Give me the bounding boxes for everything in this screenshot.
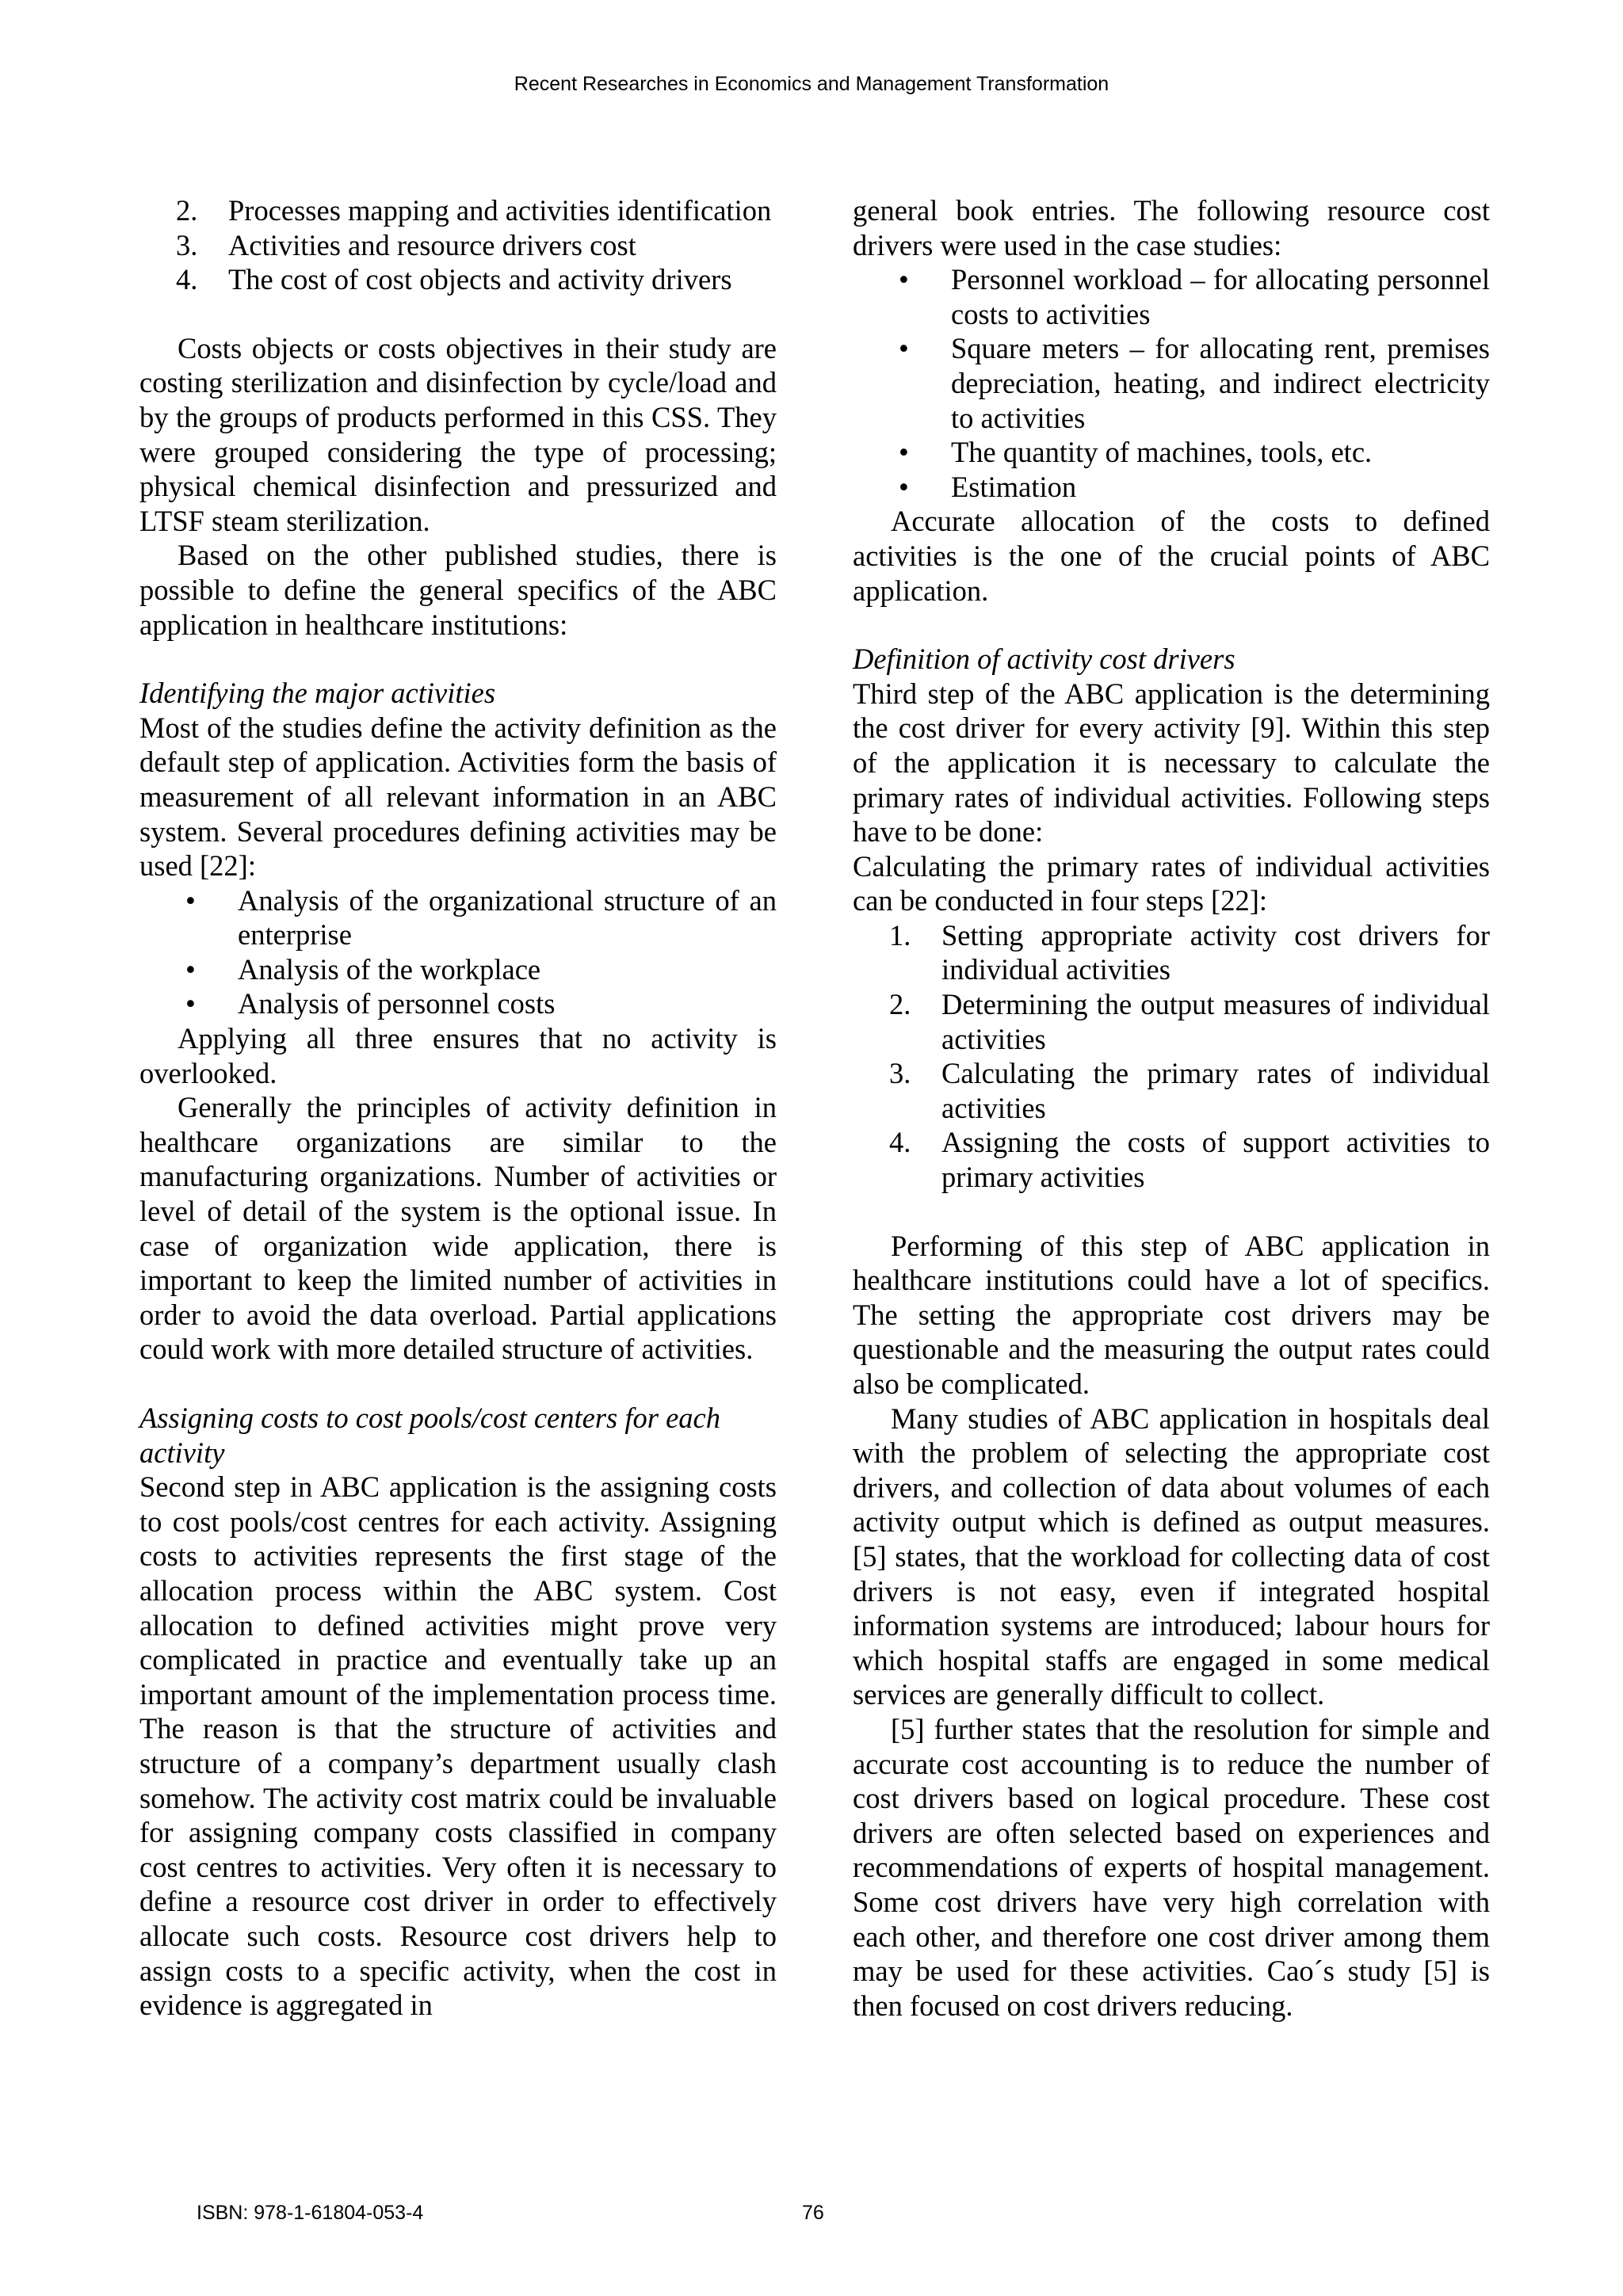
paragraph: Based on the other published studies, there is possible to define the general specifics of the ABC application in healthcare institutions:: [139, 539, 777, 641]
list-number: 3.: [176, 228, 198, 261]
list-number: 3.: [889, 1057, 911, 1090]
list-item-text: Square meters – for allocating rent, premises depreciation, heating, and indirect electricity to activities: [951, 332, 1490, 434]
list-item: [139, 986, 777, 1021]
list-item-text: Processes mapping and activities identification: [228, 194, 772, 227]
paragraph: general book entries. The following resource cost drivers were used in the case studies:: [853, 194, 1490, 261]
list-item: [853, 1125, 1490, 1194]
list-item: [853, 435, 1490, 470]
list-item: [853, 918, 1490, 987]
list-item: [853, 987, 1490, 1056]
list-item-text: The quantity of machines, tools, etc.: [951, 436, 1373, 469]
paragraph: Many studies of ABC application in hospitals deal with the problem of selecting the appropriate cost drivers, and collection of data about volumes of each activity output which is defined as output measures. [5] states, that the workload for collecting data of cost drivers is not easy, even if integrated hospital information systems are introduced; labour hours for which hospital staffs are engaged in some medical services are generally difficult to collect.: [853, 1402, 1490, 1711]
list-item: [139, 262, 777, 297]
bullet-icon: •: [899, 436, 909, 469]
paragraph: Applying all three ensures that no activity is overlooked.: [139, 1022, 777, 1089]
list-item-text: Estimation: [951, 470, 1077, 503]
left-column: [139, 193, 777, 2023]
list-item: [853, 262, 1490, 331]
list-item-text: Analysis of the organizational structure of an enterprise: [238, 883, 777, 952]
bullet-list: [853, 262, 1490, 504]
list-item: [139, 883, 777, 952]
list-item-text: The cost of cost objects and activity drivers: [228, 263, 732, 296]
list-item: [139, 952, 777, 987]
bullet-icon: •: [185, 987, 196, 1020]
list-number: 2.: [889, 988, 911, 1021]
bullet-list: [139, 883, 777, 1021]
page-number: 76: [802, 2202, 824, 2224]
bullet-icon: •: [899, 332, 909, 365]
bullet-icon: •: [899, 263, 909, 296]
list-number: 4.: [176, 263, 198, 296]
list-number: 4.: [889, 1126, 911, 1159]
list-item-text: Determining the output measures of individual activities: [941, 988, 1490, 1055]
paragraph: Most of the studies define the activity definition as the default step of application. Activities form the basis of measurement of all relevant information in an ABC system. Several procedures defining activities may be used [22]:: [139, 711, 777, 883]
running-header: Recent Researches in Economics and Management Transformation: [514, 73, 1109, 95]
bullet-icon: •: [899, 470, 909, 503]
steps-list: [139, 193, 777, 297]
bullet-icon: •: [185, 883, 196, 917]
list-item-text: Assigning the costs of support activities to primary activities: [941, 1126, 1490, 1194]
footer-isbn: ISBN: 978-1-61804-053-4: [197, 2202, 424, 2224]
list-number: 2.: [176, 194, 198, 227]
paragraph: Costs objects or costs objectives in their study are costing sterilization and disinfection by cycle/load and by the groups of products performed in this CSS. They were grouped considering the type of processing; physical chemical disinfection and pressurized and LTSF steam sterilization.: [139, 331, 777, 537]
paragraph: Performing of this step of ABC application in healthcare institutions could have a lot of specifics. The setting the appropriate cost drivers may be questionable and the measuring the output rates could also be complicated.: [853, 1229, 1490, 1400]
bullet-icon: •: [185, 952, 196, 986]
list-item-text: Activities and resource drivers cost: [228, 228, 636, 261]
paragraph: Third step of the ABC application is the determining the cost driver for every activity [9]. Within this step of the application it is necessary to calculate the primary rates of individual activities. Following steps have to be done:: [853, 677, 1490, 849]
section-heading: Assigning costs to cost pools/cost centers for each activity: [139, 1402, 720, 1469]
list-item: [139, 193, 777, 228]
list-number: 1.: [889, 918, 911, 952]
list-item-text: Setting appropriate activity cost drivers for individual activities: [941, 918, 1490, 986]
section-heading: Definition of activity cost drivers: [853, 643, 1235, 676]
list-item: [853, 331, 1490, 435]
right-column: [853, 193, 1490, 2023]
paragraph: Generally the principles of activity definition in healthcare organizations are similar to the manufacturing organizations. Number of activities or level of detail of the system is the optional issue. In case of organization wide application, there is important to keep the limited number of activities in order to avoid the data overload. Partial applications could work with more detailed structure of activities.: [139, 1091, 777, 1366]
list-item-text: Analysis of personnel costs: [238, 987, 556, 1020]
paragraph: Accurate allocation of the costs to defined activities is the one of the crucial points of ABC application.: [853, 505, 1490, 607]
list-item-text: Personnel workload – for allocating personnel costs to activities: [951, 263, 1490, 330]
list-item-text: Calculating the primary rates of individual activities: [941, 1057, 1490, 1124]
list-item: [853, 470, 1490, 505]
paragraph: Second step in ABC application is the assigning costs to cost pools/cost centres for each activity. Assigning costs to activities represents the first stage of the allocation process within the ABC system. Cost allocation to defined activities might prove very complicated in practice and eventually take up an important amount of the implementation process time. The reason is that the structure of activities and structure of a company’s department usually clash somehow. The activity cost matrix could be invaluable for assigning company costs classified in company cost centres to activities. Very often it is necessary to define a resource cost driver in order to effectively allocate such costs. Resource cost drivers help to assign costs to a specific activity, when the cost in evidence is aggregated in: [139, 1470, 777, 2022]
paragraph: Calculating the primary rates of individual activities can be conducted in four steps [22]:: [853, 849, 1490, 917]
list-item-text: Analysis of the workplace: [238, 952, 541, 986]
paragraph: [5] further states that the resolution for simple and accurate cost accounting is to reduce the number of cost drivers based on logical procedure. These cost drivers are often selected based on experiences and recommendations of experts of hospital management. Some cost drivers have very high correlation with each other, and therefore one cost driver among them may be used for these activities. Cao´s study [5] is then focused on cost drivers reducing.: [853, 1712, 1490, 2022]
section-heading: Identifying the major activities: [139, 677, 496, 710]
list-item: [139, 228, 777, 263]
steps-list: [853, 918, 1490, 1195]
list-item: [853, 1056, 1490, 1125]
